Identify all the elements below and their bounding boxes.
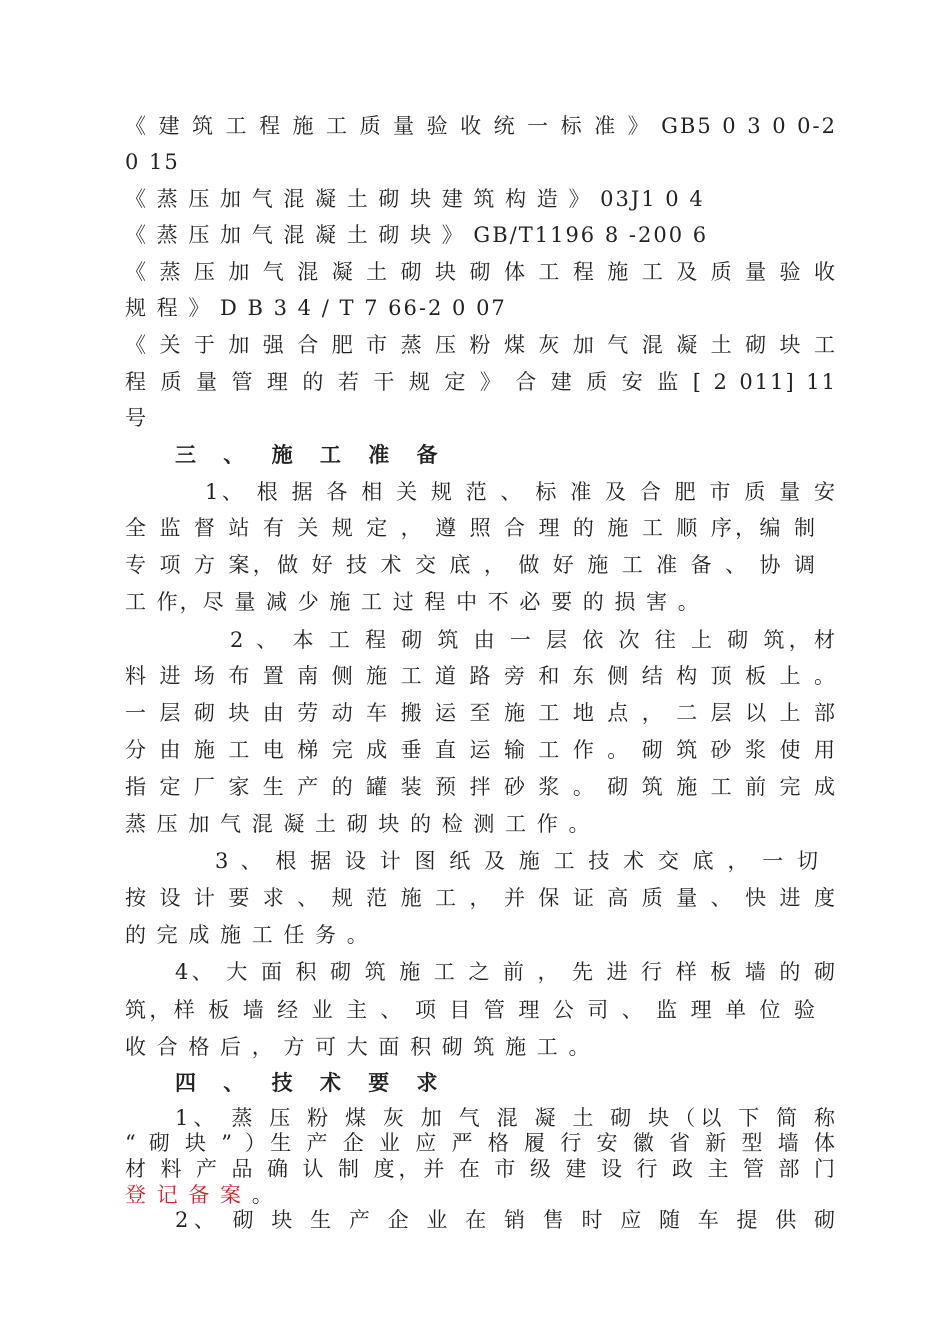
paragraph-first-line: 2 、 本 工 程 砌 筑 由 一 层 依 次 往 上 砌 筑，材 bbox=[230, 628, 837, 652]
paragraph-first-line: 1、 蒸 压 粉 煤 灰 加 气 混 凝 土 砌 块（以 下 简 称 bbox=[175, 1106, 837, 1130]
text-line: 《 关 于 加 强 合 肥 市 蒸 压 粉 煤 灰 加 气 混 凝 土 砌 块 工 bbox=[125, 333, 837, 357]
text-line: 规 程 》 D B 3 4 / T 7 66-2 0 07 bbox=[125, 296, 507, 320]
text-line: 的 完 成 施 工 任 务 。 bbox=[125, 923, 370, 947]
text-line: 《 蒸 压 加 气 混 凝 土 砌 块 》 GB/T1196 8 -200 6 bbox=[125, 223, 709, 247]
text-line: 专 项 方 案，做 好 技 术 交 底 ， 做 好 施 工 准 备 、 协 调 bbox=[125, 553, 817, 577]
text-line: 材 料 产 品 确 认 制 度，并 在 市 级 建 设 行 政 主 管 部 门 bbox=[125, 1157, 837, 1181]
text-line: 号 bbox=[125, 406, 148, 430]
text-line: 按 设 计 要 求 、 规 范 施 工 ， 并 保 证 高 质 量 、 快 进 度 bbox=[125, 886, 837, 910]
text-line: 指 定 厂 家 生 产 的 罐 装 预 拌 砂 浆 。 砌 筑 施 工 前 完 成 bbox=[125, 775, 837, 799]
paragraph-first-line: 4、 大 面 积 砌 筑 施 工 之 前 ， 先 进 行 样 板 墙 的 砌 bbox=[175, 960, 837, 984]
text-line: 工 作，尽 量 减 少 施 工 过 程 中 不 必 要 的 损 害 。 bbox=[125, 590, 701, 614]
text-line: 料 进 场 布 置 南 侧 施 工 道 路 旁 和 东 侧 结 构 顶 板 上 。 bbox=[125, 664, 837, 688]
text-line: 《 蒸 压 加 气 混 凝 土 砌 块 建 筑 构 造 》 03J1 0 4 bbox=[125, 187, 705, 211]
text-line: 0 15 bbox=[125, 150, 180, 174]
paragraph-first-line: 1、 根 据 各 相 关 规 范 、 标 准 及 合 肥 市 质 量 安 bbox=[205, 480, 837, 504]
text-line: 分 由 施 工 电 梯 完 成 垂 直 运 输 工 作 。 砌 筑 砂 浆 使 用 bbox=[125, 738, 837, 762]
section-heading-4: 四 、 技 术 要 求 bbox=[175, 1070, 448, 1095]
text-line: 蒸 压 加 气 混 凝 土 砌 块 的 检 测 工 作 。 bbox=[125, 812, 592, 836]
text-line: 全 监 督 站 有 关 规 定 ， 遵 照 合 理 的 施 工 顺 序，编 制 bbox=[125, 516, 817, 540]
text-fragment: 。 bbox=[251, 1183, 275, 1207]
text-line: 收 合 格 后 ， 方 可 大 面 积 砌 筑 施 工 。 bbox=[125, 1035, 592, 1059]
text-line-with-highlight bbox=[125, 1181, 837, 1209]
text-line: 程 质 量 管 理 的 若 干 规 定 》 合 建 质 安 监 [ 2 011] 11 bbox=[125, 370, 837, 394]
text-line: 筑，样 板 墙 经 业 主 、 项 目 管 理 公 司 、 监 理 单 位 验 bbox=[125, 998, 817, 1022]
paragraph-first-line: 3 、 根 据 设 计 图 纸 及 施 工 技 术 交 底 ， 一 切 bbox=[215, 849, 820, 873]
text-line: “ 砌 块 ” ）生 产 企 业 应 严 格 履 行 安 徽 省 新 型 墙 体 bbox=[125, 1131, 837, 1155]
text-line: 一 层 砌 块 由 劳 动 车 搬 运 至 施 工 地 点 ， 二 层 以 上 部 bbox=[125, 701, 837, 725]
text-line: 《 蒸 压 加 气 混 凝 土 砌 块 砌 体 工 程 施 工 及 质 量 验 收 bbox=[125, 260, 837, 284]
text-line: 《 建 筑 工 程 施 工 质 量 验 收 统 一 标 准 》 GB5 0 3 0 0-2 bbox=[125, 114, 837, 138]
section-heading-3: 三 、 施 工 准 备 bbox=[175, 442, 448, 467]
highlighted-text: 登 记 备 案 bbox=[125, 1183, 244, 1207]
paragraph-first-line: 2、 砌 块 生 产 企 业 在 销 售 时 应 随 车 提 供 砌 bbox=[175, 1208, 837, 1232]
